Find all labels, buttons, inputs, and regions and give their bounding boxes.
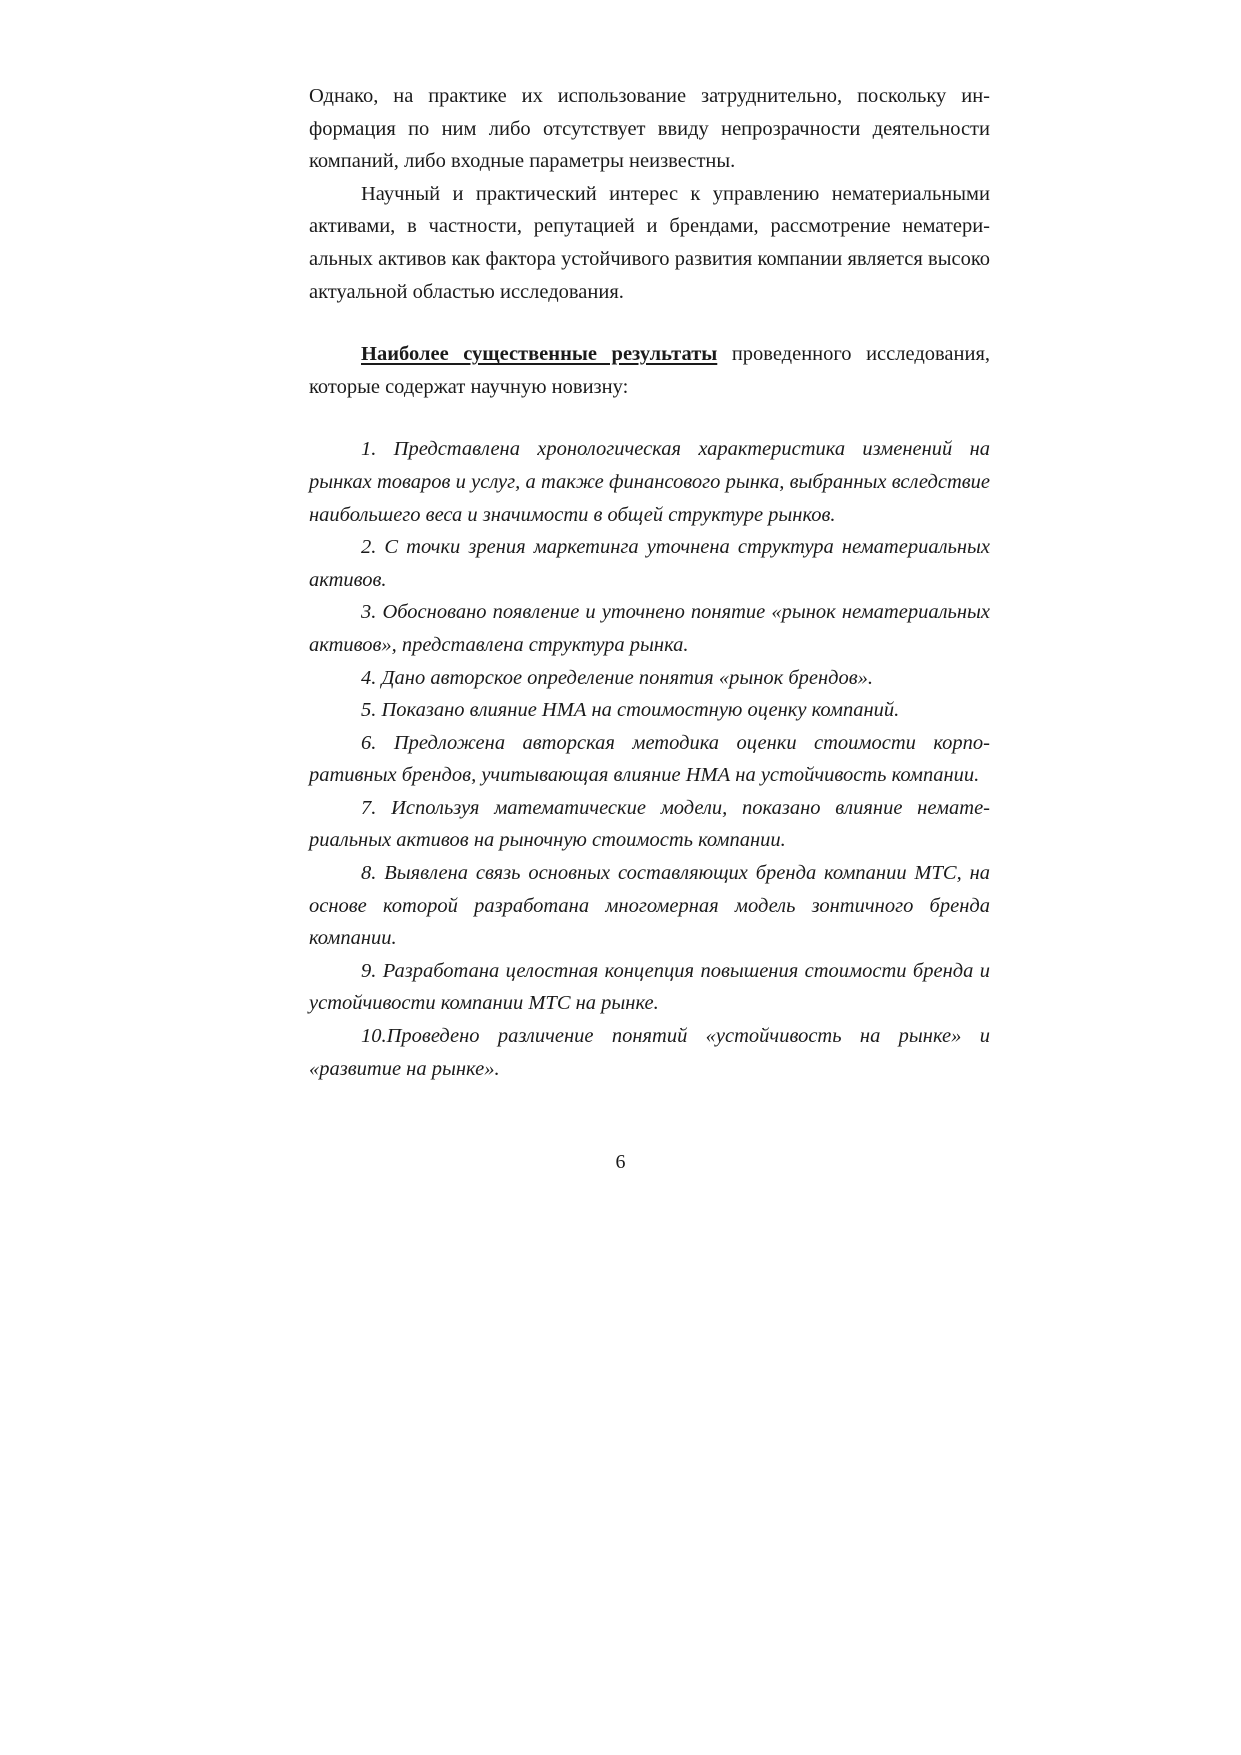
intro-paragraph-2: Научный и практический интерес к управлению нематериальными активами, в частности, репутацией и брендами, рассмотрение нематериальных активов как фактора устойчивого развития компании является высоко актуальной областью исследования.	[309, 182, 990, 303]
result-item-2: 2. С точки зрения маркетинга уточнена структура нематериальных активов.	[309, 536, 990, 591]
result-item-5: 5. Показано влияние НМА на стоимостную оценку компаний.	[361, 699, 900, 722]
results-intro-paragraph	[309, 338, 990, 403]
result-item-9: 9. Разработана целостная концепция повышения стоимости бренда и устойчивости компании МТС на рынке.	[309, 959, 990, 1015]
results-intro-text: проведенного исследования, которые содержат научную новизну:	[309, 343, 990, 398]
result-item-3: 3. Обосновано появление и уточнено понятие «рынок нематериальных активов», представлена структура рынка.	[309, 601, 990, 656]
results-list	[309, 433, 990, 1085]
result-item-10: 10.Проведено различение понятий «устойчивость на рынке» и «развитие на рынке».	[309, 1025, 990, 1080]
body-text	[309, 80, 990, 1085]
result-item-1: 1. Представлена хронологическая характеристика изменений на рынках товаров и услуг, а также финансового рынка, выбранных вследствие наибольшего веса и значимости в общей структуре рынков.	[309, 438, 990, 526]
results-heading: Наиболее существенные результаты	[361, 343, 718, 366]
result-item-8: 8. Выявлена связь основных составляющих бренда компании МТС, на основе которой разработана многомерная модель зонтичного бренда компании.	[309, 862, 990, 950]
page-number: 6	[615, 1151, 626, 1173]
result-item-6: 6. Предложена авторская методика оценки стоимости корпоративных брендов, учитывающая влияние НМА на устойчивость компании.	[309, 731, 990, 787]
result-item-7: 7. Используя математические модели, показано влияние нематериальных активов на рыночную стоимость компании.	[309, 796, 990, 852]
result-item-4: 4. Дано авторское определение понятия «рынок брендов».	[361, 666, 874, 689]
intro-paragraph-1: Однако, на практике их использование затруднительно, поскольку информация по ним либо отсутствует ввиду непрозрачности деятельности компаний, либо входные параметры неизвестны.	[309, 85, 990, 173]
